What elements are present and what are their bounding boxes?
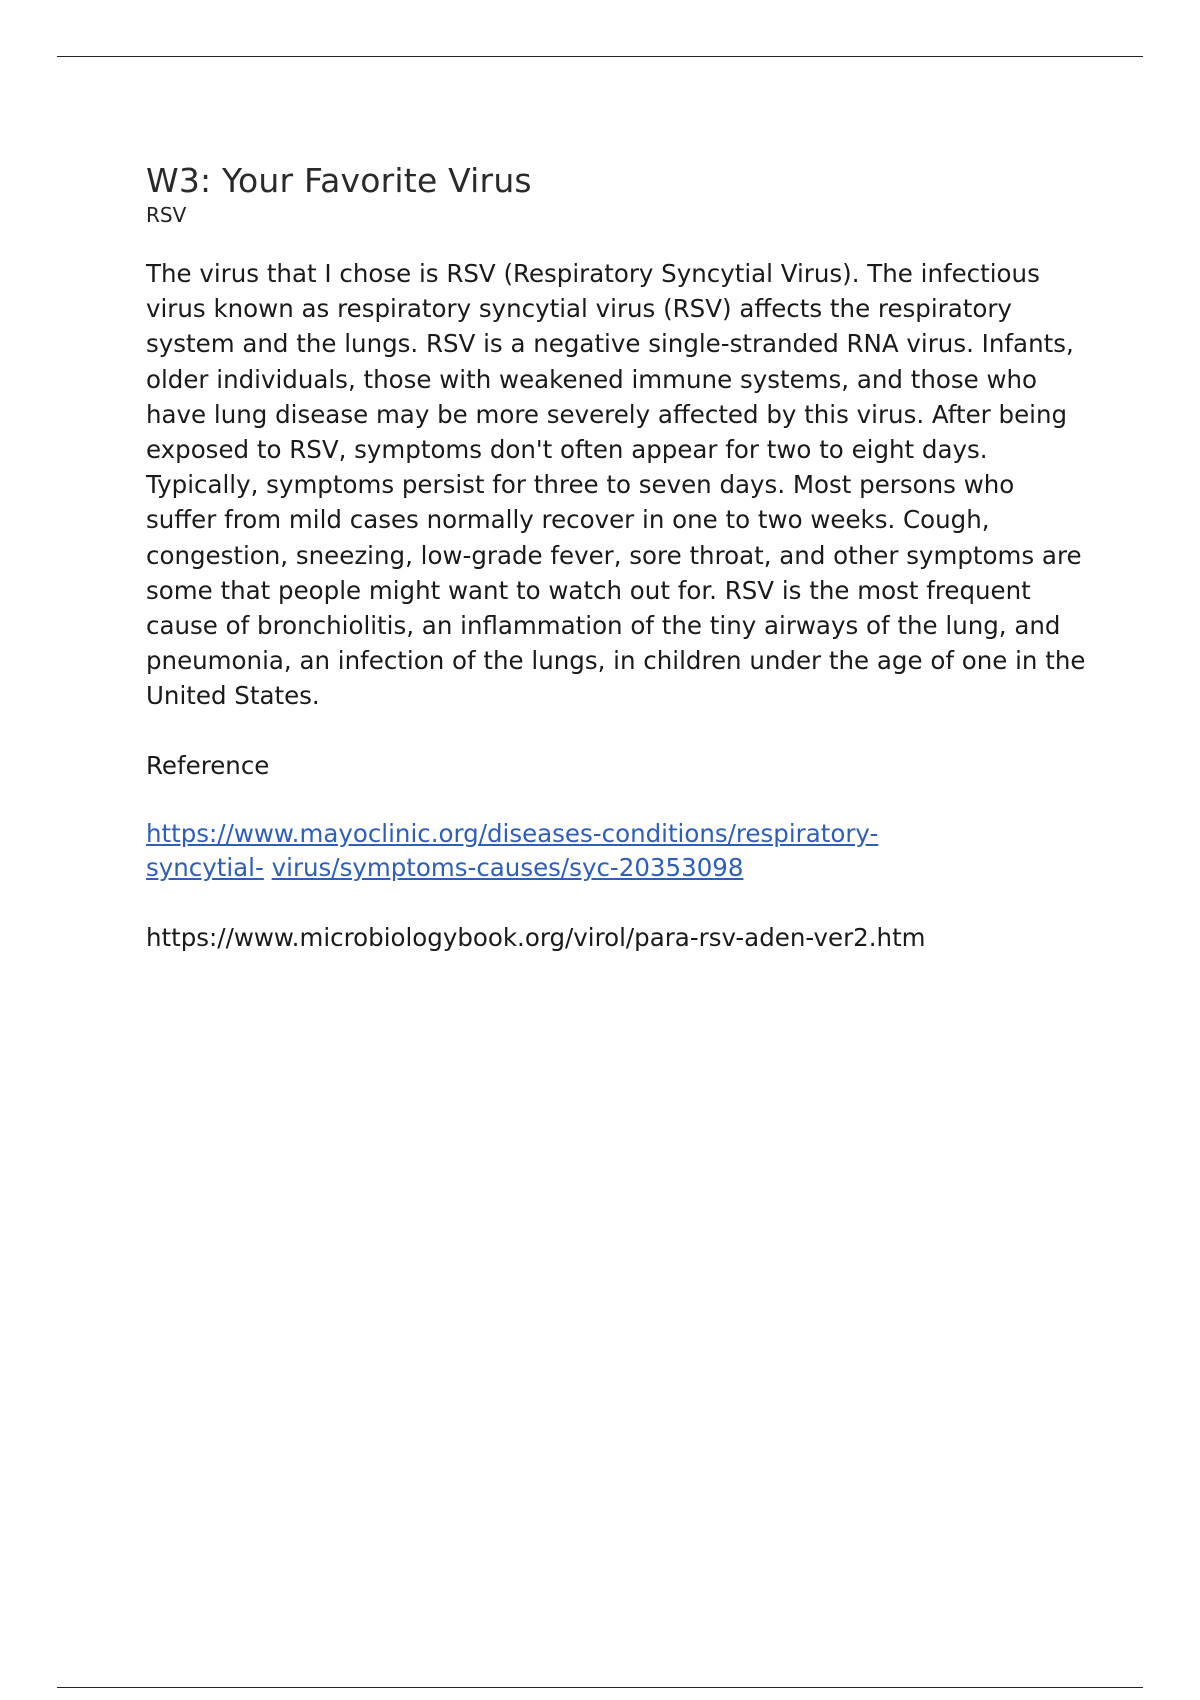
mayoclinic-link-part1[interactable]: https://www.mayoclinic.org/diseases-conditions/respiratory-: [146, 818, 879, 848]
document-subtitle: RSV: [146, 203, 187, 227]
reference-heading: Reference: [146, 750, 270, 780]
body-paragraph: The virus that I chose is RSV (Respiratory Syncytial Virus). The infectious virus known as respiratory syncytial virus (RSV) affects the respiratory system and the lungs. RSV is a negative single-stranded RNA virus. Infants, older individuals, those with weakened immune systems, and those who have lung disease may be more severely affected by this virus. After being exposed to RSV, symptoms don't often appear for two to eight days. Typically, symptoms persist for three to seven days. Most persons who suffer from mild cases normally recover in one to two weeks. Cough, congestion, sneezing, low-grade fever, sore throat, and other symptoms are some that people might want to watch out for. RSV is the most frequent cause of bronchiolitis, an inflammation of the tiny airways of the lung, and pneumonia, an infection of the lungs, in children under the age of one in the United States.: [146, 259, 1086, 711]
header-rule: [57, 56, 1143, 57]
reference-url-microbiology: https://www.microbiologybook.org/virol/para-rsv-aden-ver2.htm: [146, 922, 926, 952]
mayoclinic-link-part2[interactable]: syncytial-: [146, 853, 264, 883]
mayoclinic-link-part3[interactable]: virus/symptoms-causes/syc-20353098: [271, 853, 744, 883]
document-content: [146, 160, 1086, 955]
reference-link-mayoclinic: [146, 817, 1086, 886]
document-title: W3: Your Favorite Virus: [146, 161, 532, 200]
footer-rule: [57, 1687, 1143, 1688]
